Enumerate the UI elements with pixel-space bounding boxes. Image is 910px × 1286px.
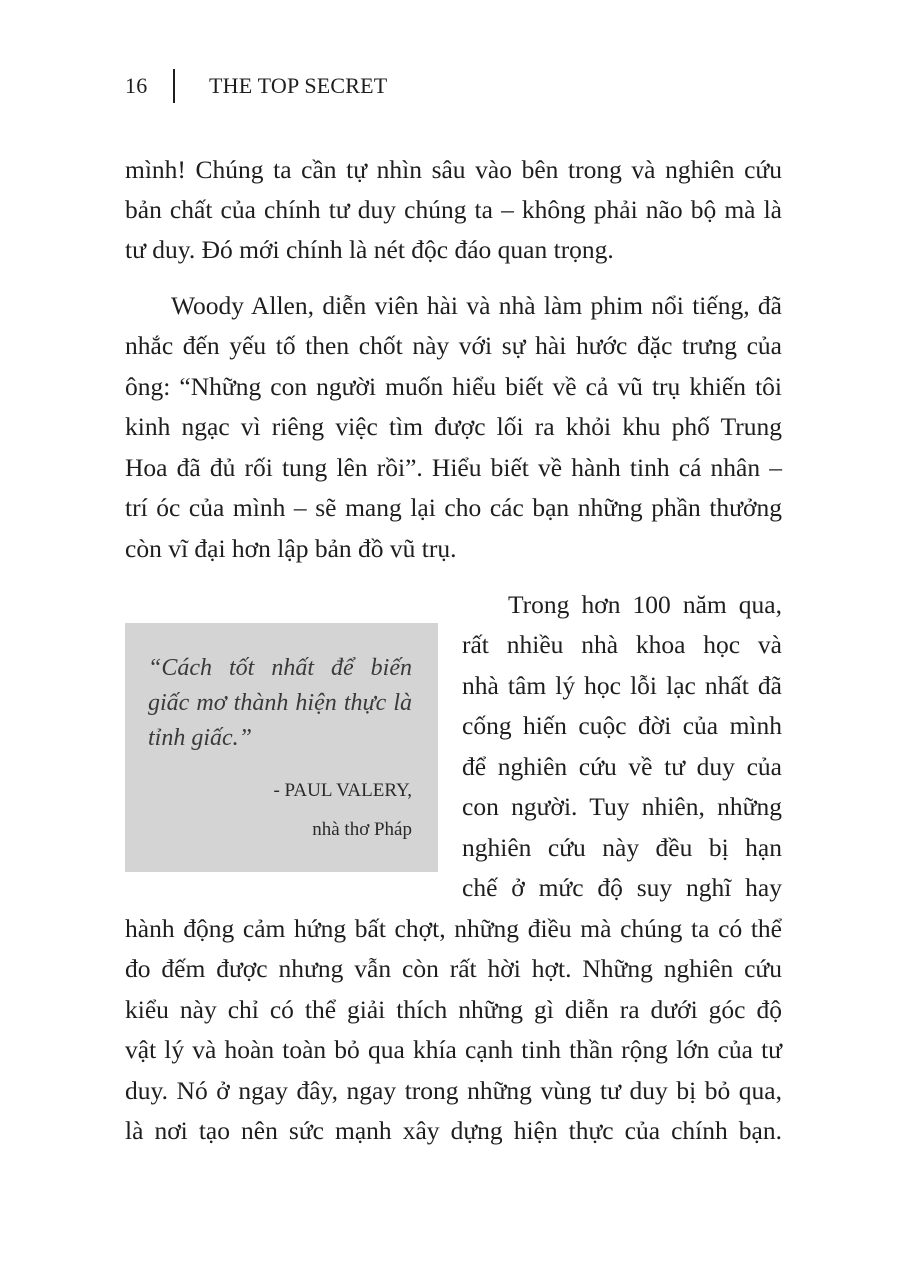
pull-quote-text-line: “Cách tốt nhất để biến (148, 655, 412, 681)
body-text-line: hành động cảm hứng bất chợt, những điều mà chúng ta có thể (125, 914, 782, 943)
pull-quote-author-role: nhà thơ Pháp (312, 819, 412, 840)
body-text-line: nhà tâm lý học lỗi lạc nhất đã (462, 671, 782, 700)
pull-quote-box (125, 623, 438, 872)
body-text-line: con người. Tuy nhiên, những (462, 792, 782, 821)
header-divider (173, 69, 175, 103)
pull-quote-author: - PAUL VALERY, (273, 780, 412, 801)
body-text-line: chế ở mức độ suy nghĩ hay (462, 873, 782, 902)
body-text-line: kiểu này chỉ có thể giải thích những gì diễn ra dưới góc độ (125, 995, 782, 1024)
body-text-line: rất nhiều nhà khoa học và (462, 630, 782, 659)
body-text-line: bản chất của chính tư duy chúng ta – không phải não bộ mà là (125, 195, 782, 224)
body-text-line: Hoa đã đủ rối tung lên rồi”. Hiểu biết về hành tinh cá nhân – (125, 453, 782, 482)
body-text-line: nghiên cứu này đều bị hạn (462, 833, 782, 862)
body-text-line: duy. Nó ở ngay đây, ngay trong những vùng tư duy bị bỏ qua, (125, 1076, 782, 1105)
body-text-line: mình! Chúng ta cần tự nhìn sâu vào bên trong và nghiên cứu (125, 155, 782, 184)
body-text-line: kinh ngạc vì riêng việc tìm được lối ra khỏi khu phố Trung (125, 412, 782, 441)
body-text-line: nhắc đến yếu tố then chốt này với sự hài hước đặc trưng của (125, 331, 782, 360)
body-text-line: ông: “Những con người muốn hiểu biết về cả vũ trụ khiến tôi (125, 372, 782, 401)
body-text-line: cống hiến cuộc đời của mình (462, 711, 782, 740)
body-text-line: để nghiên cứu về tư duy của (462, 752, 782, 781)
body-text-line: tư duy. Đó mới chính là nét độc đáo quan trọng. (125, 235, 614, 264)
body-text-line: Trong hơn 100 năm qua, (508, 590, 782, 619)
body-text-line: là nơi tạo nên sức mạnh xây dựng hiện thực của chính bạn. (125, 1116, 782, 1145)
running-header (125, 68, 387, 104)
body-text-line: còn vĩ đại hơn lập bản đồ vũ trụ. (125, 534, 457, 563)
body-text-line: đo đếm được nhưng vẫn còn rất hời hợt. Những nghiên cứu (125, 954, 782, 983)
body-text-line: vật lý và hoàn toàn bỏ qua khía cạnh tinh thần rộng lớn của tư (125, 1035, 782, 1064)
body-text-line: trí óc của mình – sẽ mang lại cho các bạn những phần thưởng (125, 493, 782, 522)
running-title: THE TOP SECRET (209, 73, 388, 98)
body-text-line: Woody Allen, diễn viên hài và nhà làm phim nổi tiếng, đã (171, 291, 782, 320)
page-number: 16 (125, 73, 148, 98)
pull-quote-text-line: tỉnh giấc.” (148, 725, 253, 751)
pull-quote-text-line: giấc mơ thành hiện thực là (148, 690, 412, 716)
